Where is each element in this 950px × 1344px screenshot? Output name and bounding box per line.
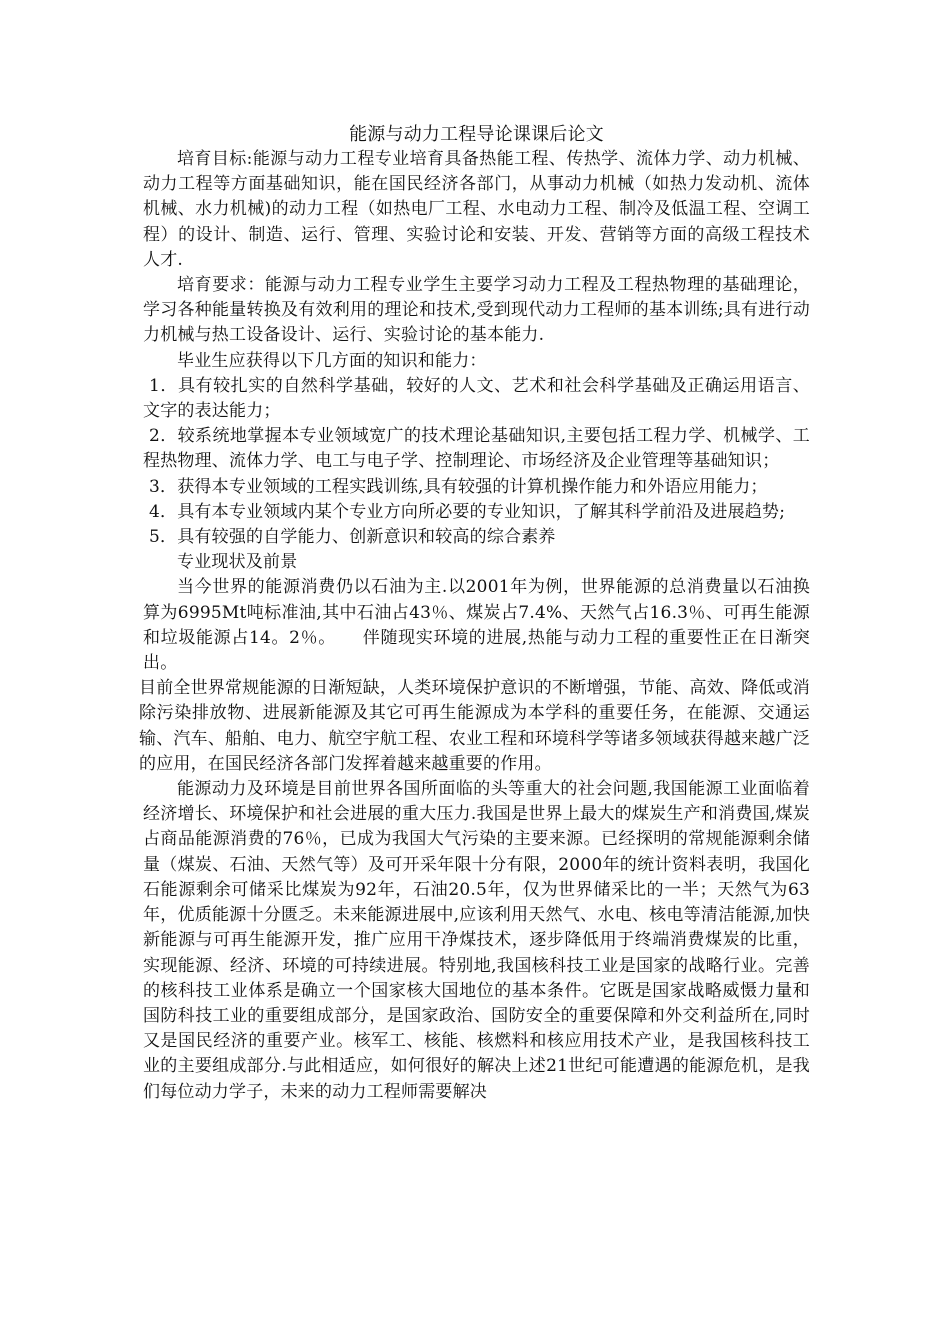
document-body — [139, 122, 810, 1105]
document-title: 能源与动力工程导论课课后论文 — [349, 124, 604, 145]
paragraph-energy-consumption: 当今世界的能源消费仍以石油为主.以2001年为例，世界能源的总消费量以石油换算为6995Mt吨标准油,其中石油占43％、煤炭占7.4%、天然气占16.3％、可再生能源和垃圾能源占14。2％。 伴随现实环境的进展,热能与动力工程的重要性正在日渐突出。 — [143, 577, 810, 674]
list-item-1: 1．具有较扎实的自然科学基础，较好的人文、艺术和社会科学基础及正确运用语言、文字的表达能力； — [143, 375, 810, 422]
paragraph-energy-environment: 能源动力及环境是目前世界各国所面临的头等重大的社会问题,我国能源工业面临着经济增长、环境保护和社会进展的重大压力.我国是世界上最大的煤炭生产和消费国,煤炭占商品能源消费的76％，已成为我国大气污染的主要来源。已经探明的常规能源剩余储量（煤炭、石油、天然气等）及可开采年限十分有限，2000年的统计资料表明，我国化石能源剩余可储采比煤炭为92年，石油20.5年，仅为世界储采比的一半；天然气为63年，优质能源十分匮乏。未来能源进展中,应该利用天然气、水电、核电等清洁能源,加快新能源与可再生能源开发，推广应用干净煤技术，逐步降低用于终端消费煤炭的比重，实现能源、经济、环境的可持续进展。特别地,我国核科技工业是国家的战略行业。完善的核科技工业体系是确立一个国家核大国地位的基本条件。它既是国家战略威慑力量和国防科技工业的重要组成部分，是国家政治、国防安全的重要保障和外交利益所在,同时又是国民经济的重要产业。核军工、核能、核燃料和核应用技术产业，是我国核科技工业的主要组成部分.与此相适应，如何很好的解决上述21世纪可能遭遇的能源危机，是我们每位动力学子，未来的动力工程师需要解决 — [143, 779, 810, 1102]
paragraph-energy-shortage: 目前全世界常规能源的日渐短缺，人类环境保护意识的不断增强，节能、高效、降低或消除污染排放物、进展新能源及其它可再生能源成为本学科的重要任务，在能源、交通运输、汽车、船舶、电力、航空宇航工程、农业工程和环境科学等诸多领域获得越来越广泛的应用，在国民经济各部门发挥着越来越重要的作用。 — [139, 678, 810, 774]
list-item-2: 2．较系统地掌握本专业领域宽广的技术理论基础知识,主要包括工程力学、机械学、工程热物理、流体力学、电工与电子学、控制理论、市场经济及企业管理等基础知识； — [143, 426, 810, 472]
list-item-3: 3．获得本专业领域的工程实践训练,具有较强的计算机操作能力和外语应用能力； — [149, 476, 768, 497]
section-heading-status: 专业现状及前景 — [177, 552, 298, 573]
list-item-4: 4．具有本专业领域内某个专业方向所必要的专业知识，了解其科学前沿及进展趋势; — [149, 501, 786, 522]
paragraph-training-goal: 培育目标:能源与动力工程专业培育具备热能工程、传热学、流体力学、动力机械、动力工程等方面基础知识，能在国民经济各部门，从事动力机械（如热力发动机、流体机械、水力机械)的动力工程（如热电厂工程、水电动力工程、制冷及低温工程、空调工程）的设计、制造、运行、管理、实验讨论和安装、开发、营销等方面的高级工程技术人才. — [143, 149, 810, 270]
list-item-5: 5．具有较强的自学能力、创新意识和较高的综合素养 — [149, 527, 556, 548]
paragraph-training-requirements: 培育要求：能源与动力工程专业学生主要学习动力工程及工程热物理的基础理论，学习各种能量转换及有效利用的理论和技术,受到现代动力工程师的基本训练;具有进行动力机械与热工设备设计、运行、实验讨论的基本能力. — [143, 275, 810, 346]
paragraph-graduate-abilities-intro: 毕业生应获得以下几方面的知识和能力： — [177, 350, 487, 371]
